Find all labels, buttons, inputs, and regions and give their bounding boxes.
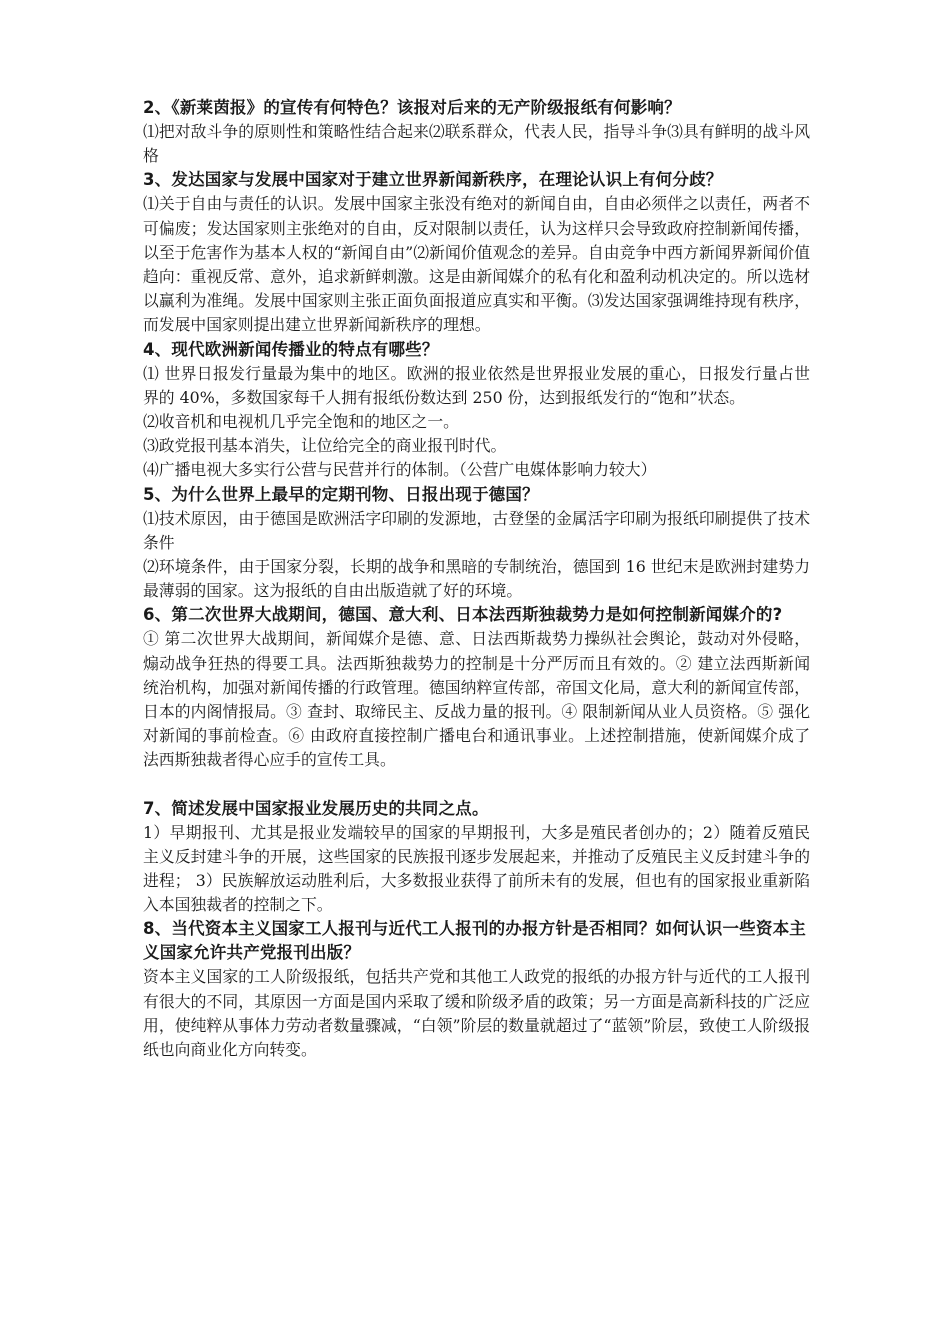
question-heading: 2、《新莱茵报》的宣传有何特色？该报对后来的无产阶级报纸有何影响？ [143, 98, 681, 117]
section-q8 [143, 917, 810, 1062]
answer-paragraph: ⑶政党报刊基本消失，让位给完全的商业报刊时代。 [143, 436, 507, 456]
answer-paragraph: 资本主义国家的工人阶级报纸，包括共产党和其他工人政党的报纸的办报方针与近代的工人报刊有很大的不同，其原因一方面是国内采取了缓和阶级矛盾的政策；另一方面是高新科技的广泛应用，使纯粹从事体力劳动者数量骤减，“白领”阶层的数量就超过了“蓝领”阶层，致使工人阶级报纸也向商业化方向转变。 [143, 967, 810, 1060]
section-q6 [143, 603, 810, 772]
answer-paragraph: ⑴关于自由与责任的认识。发展中国家主张没有绝对的新闻自由，自由必须伴之以责任，两者不可偏废；发达国家则主张绝对的自由，反对限制以责任，认为这样只会导致政府控制新闻传播，以至于危害作为基本人权的“新闻自由”⑵新闻价值观念的差异。自由竞争中西方新闻界新闻价值趋向：重视反常、意外，追求新鲜刺激。这是由新闻媒介的私有化和盈利动机决定的。所以选材以赢利为准绳。发展中国家则主张正面负面报道应真实和平衡。⑶发达国家强调维持现有秩序，而发展中国家则提出建立世界新闻新秩序的理想。 [143, 194, 810, 335]
section-q2 [143, 96, 810, 168]
question-heading: 7、简述发展中国家报业发展历史的共同之点。 [143, 798, 489, 818]
question-heading: 3、发达国家与发展中国家对于建立世界新闻新秩序，在理论认识上有何分歧？ [143, 170, 723, 190]
answer-paragraph: ⑴ 世界日报发行量最为集中的地区。欧洲的报业依然是世界报业发展的重心，日报发行量占世界的 40%，多数国家每千人拥有报纸份数达到 250 份，达到报纸发行的“饱和”状态。 [143, 363, 810, 407]
section-q3 [143, 168, 810, 337]
section-q4 [143, 338, 810, 483]
answer-paragraph: ⑴把对敌斗争的原则性和策略性结合起来⑵联系群众，代表人民，指导斗争⑶具有鲜明的战斗风格 [143, 122, 810, 166]
answer-paragraph: ⑷广播电视大多实行公营与民营并行的体制。（公营广电媒体影响力较大） [143, 460, 657, 480]
question-heading: 6、第二次世界大战期间，德国、意大利、日本法西斯独裁势力是如何控制新闻媒介的? [143, 605, 783, 625]
section-q7 [143, 797, 810, 918]
answer-paragraph: 1）早期报刊、尤其是报业发端较早的国家的早期报刊，大多是殖民者创办的；2）随着反殖民主义反封建斗争的开展，这些国家的民族报刊逐步发展起来，并推动了反殖民主义反封建斗争的进程； 3）民族解放运动胜利后，大多数报业获得了前所未有的发展，但也有的国家报业重新陷入本国独裁者的控制之下。 [143, 822, 810, 915]
answer-paragraph: ⑵环境条件，由于国家分裂，长期的战争和黑暗的专制统治，德国到 16 世纪末是欧洲封建势力最薄弱的国家。这为报纸的自由出版造就了好的环境。 [143, 557, 810, 601]
question-heading: 4、现代欧洲新闻传播业的特点有哪些？ [143, 339, 439, 359]
section-q5 [143, 483, 810, 604]
answer-paragraph: ⑵收音机和电视机几乎完全饱和的地区之一。 [143, 412, 459, 432]
answer-paragraph: ① 第二次世界大战期间，新闻媒介是德、意、日法西斯裁势力操纵社会舆论，鼓动对外侵略，煽动战争狂热的得要工具。法西斯独裁势力的控制是十分严厉而且有效的。② 建立法西斯新闻统治机构，加强对新闻传播的行政管理。德国纳粹宣传部，帝国文化局，意大利的新闻宣传部，日本的内阁情报局。③ 查封、取缔民主、反战力量的报刊。④ 限制新闻从业人员资格。⑤ 强化对新闻的事前检查。⑥ 由政府直接控制广播电台和通讯事业。上述控制措施，使新闻媒介成了法西斯独裁者得心应手的宣传工具。 [143, 629, 810, 770]
answer-paragraph: ⑴技术原因，由于德国是欧洲活字印刷的发源地，古登堡的金属活字印刷为报纸印刷提供了技术条件 [143, 508, 810, 552]
question-heading: 8、当代资本主义国家工人报刊与近代工人报刊的办报方针是否相同？如何认识一些资本主义国家允许共产党报刊出版？ [143, 919, 806, 963]
question-heading: 5、为什么世界上最早的定期刊物、日报出现于德国？ [143, 484, 539, 504]
blank-line [143, 773, 810, 797]
